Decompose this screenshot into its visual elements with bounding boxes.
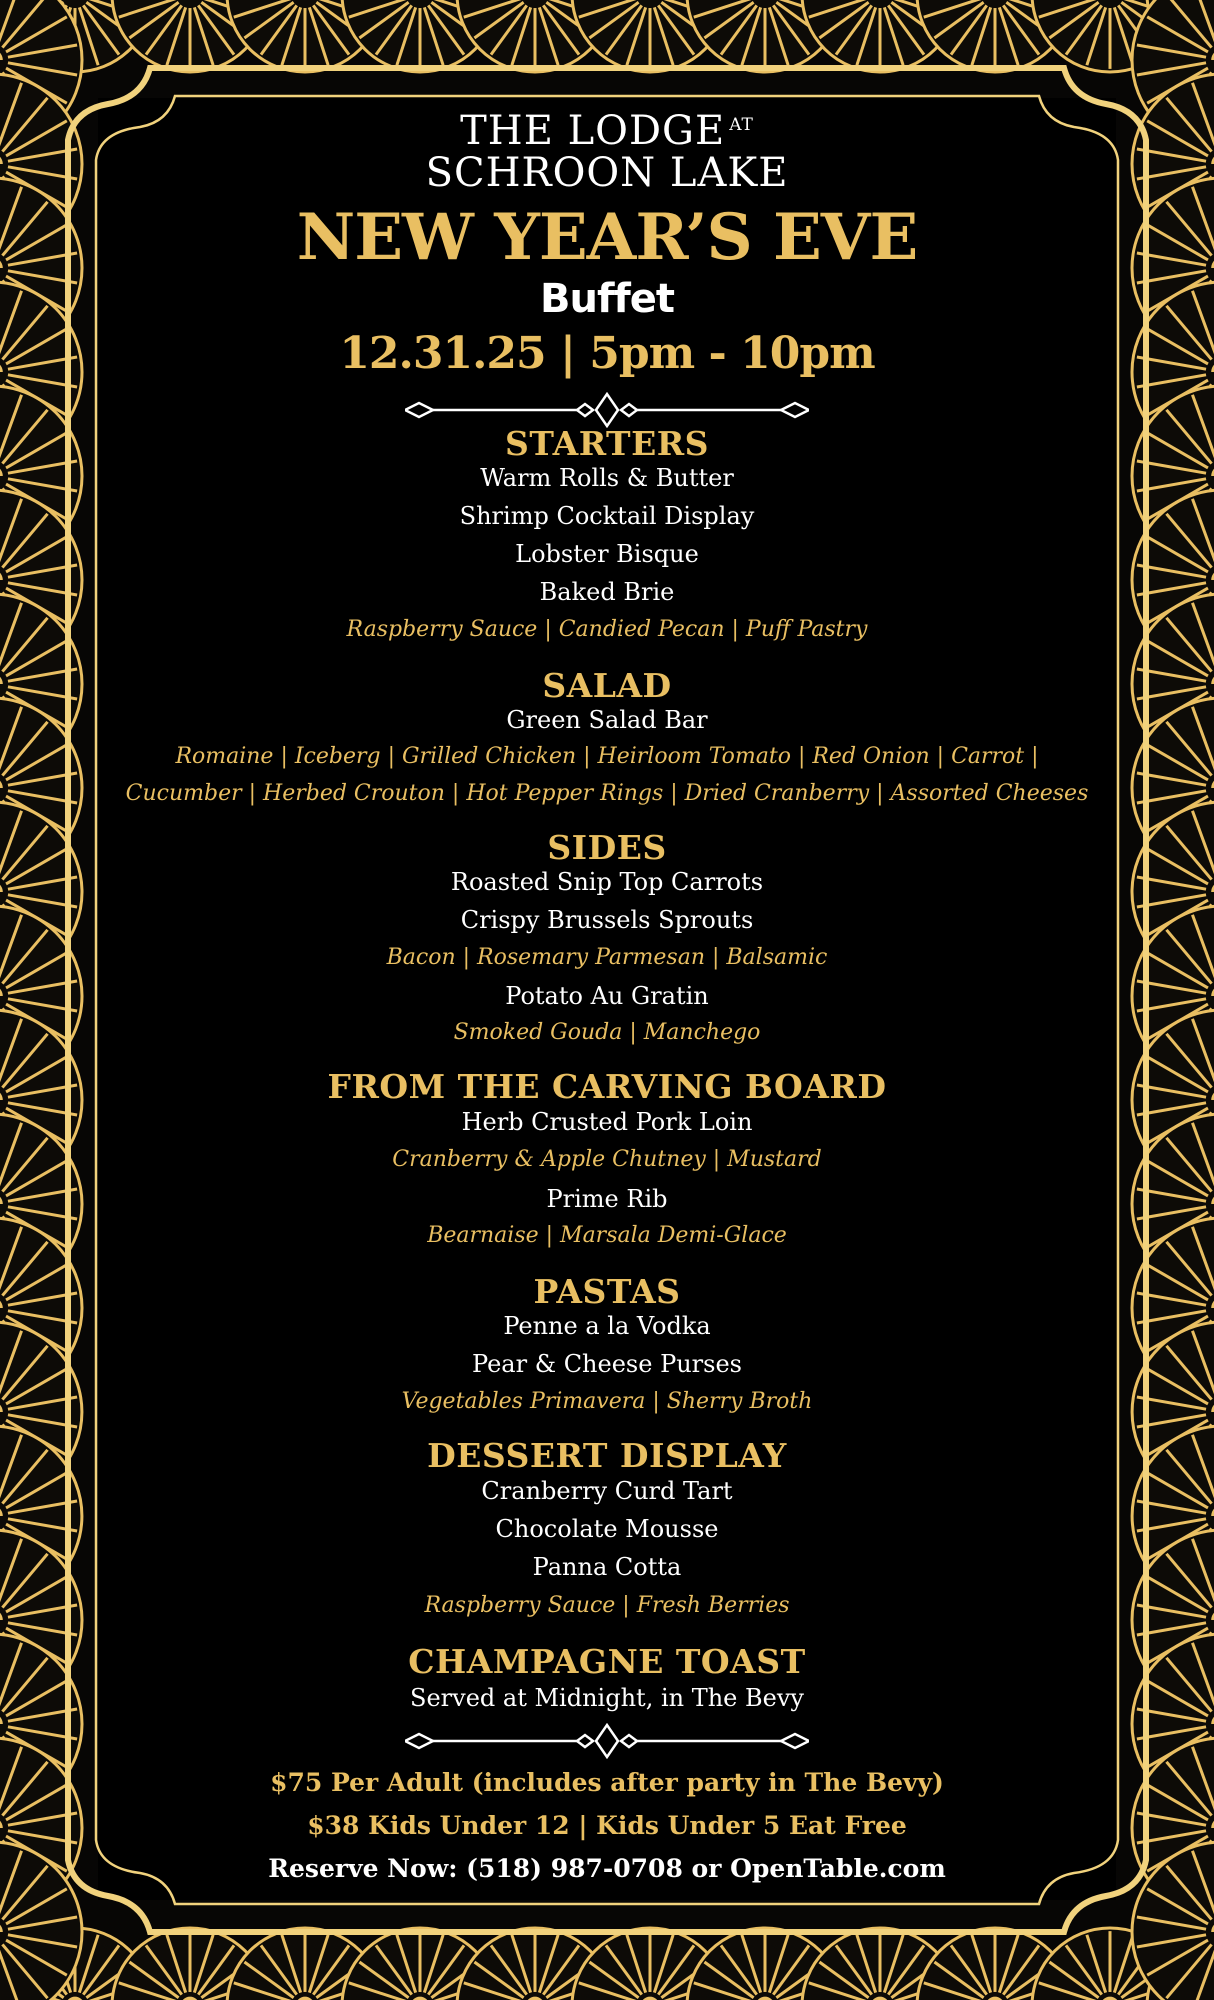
menu-item: Shrimp Cocktail Display — [459, 502, 755, 530]
menu-item-description: Bacon | Rosemary Parmesan | Balsamic — [386, 945, 828, 970]
event-title: NEW YEAR’S EVE — [296, 200, 918, 275]
menu-item-description: Raspberry Sauce | Fresh Berries — [424, 1593, 790, 1618]
menu-item-description: Cucumber | Herbed Crouton | Hot Pepper Rings | Dried Cranberry | Assorted Cheeses — [125, 781, 1089, 806]
menu-item: Warm Rolls & Butter — [480, 464, 734, 492]
menu-item-description: Raspberry Sauce | Candied Pecan | Puff Pastry — [346, 617, 868, 642]
brand-logo — [98, 108, 1116, 154]
event-subtitle: Buffet — [539, 276, 675, 322]
menu-item-description: Romaine | Iceberg | Grilled Chicken | Heirloom Tomato | Red Onion | Carrot | — [175, 744, 1039, 769]
brand-at: AT — [729, 115, 754, 135]
menu-item: Lobster Bisque — [515, 540, 699, 568]
ornament-divider-bottom — [405, 1723, 809, 1759]
ornament-divider-top — [405, 392, 809, 428]
menu-item: Panna Cotta — [532, 1553, 682, 1581]
menu-item: Cranberry Curd Tart — [481, 1477, 733, 1505]
reservation-info: Reserve Now: (518) 987-0708 or OpenTable.com — [268, 1854, 946, 1883]
heading-champagne-toast: CHAMPAGNE TOAST — [408, 1642, 806, 1681]
heading-pastas: PASTAS — [533, 1272, 681, 1311]
menu-item: Green Salad Bar — [506, 706, 708, 734]
menu-item: Chocolate Mousse — [495, 1515, 719, 1543]
menu-item: Penne a la Vodka — [503, 1312, 711, 1340]
menu-item: Served at Midnight, in The Bevy — [410, 1684, 804, 1712]
price-kids: $38 Kids Under 12 | Kids Under 5 Eat Free — [307, 1811, 907, 1840]
menu-item-description: Bearnaise | Marsala Demi-Glace — [427, 1223, 787, 1248]
heading-salad: SALAD — [542, 666, 672, 705]
brand-line1: THE LODGE — [460, 108, 726, 154]
menu-item-description: Vegetables Primavera | Sherry Broth — [401, 1389, 813, 1414]
event-date-time: 12.31.25 | 5pm - 10pm — [339, 328, 875, 379]
menu-item: Baked Brie — [539, 578, 675, 606]
menu-item-description: Smoked Gouda | Manchego — [453, 1020, 761, 1045]
menu-item: Crispy Brussels Sprouts — [460, 906, 754, 934]
brand-line2: SCHROON LAKE — [425, 150, 789, 196]
heading-starters: STARTERS — [505, 424, 709, 463]
heading-sides: SIDES — [547, 828, 667, 867]
menu-item: Potato Au Gratin — [505, 982, 709, 1010]
menu-item: Herb Crusted Pork Loin — [461, 1108, 753, 1136]
heading-carving-board: FROM THE CARVING BOARD — [327, 1067, 887, 1106]
heading-dessert-display: DESSERT DISPLAY — [427, 1436, 787, 1475]
menu-item: Prime Rib — [546, 1185, 668, 1213]
menu-item: Pear & Cheese Purses — [472, 1350, 742, 1378]
menu-item-description: Cranberry & Apple Chutney | Mustard — [392, 1147, 822, 1172]
menu-item: Roasted Snip Top Carrots — [450, 868, 764, 896]
price-adult: $75 Per Adult (includes after party in The Bevy) — [270, 1768, 944, 1797]
